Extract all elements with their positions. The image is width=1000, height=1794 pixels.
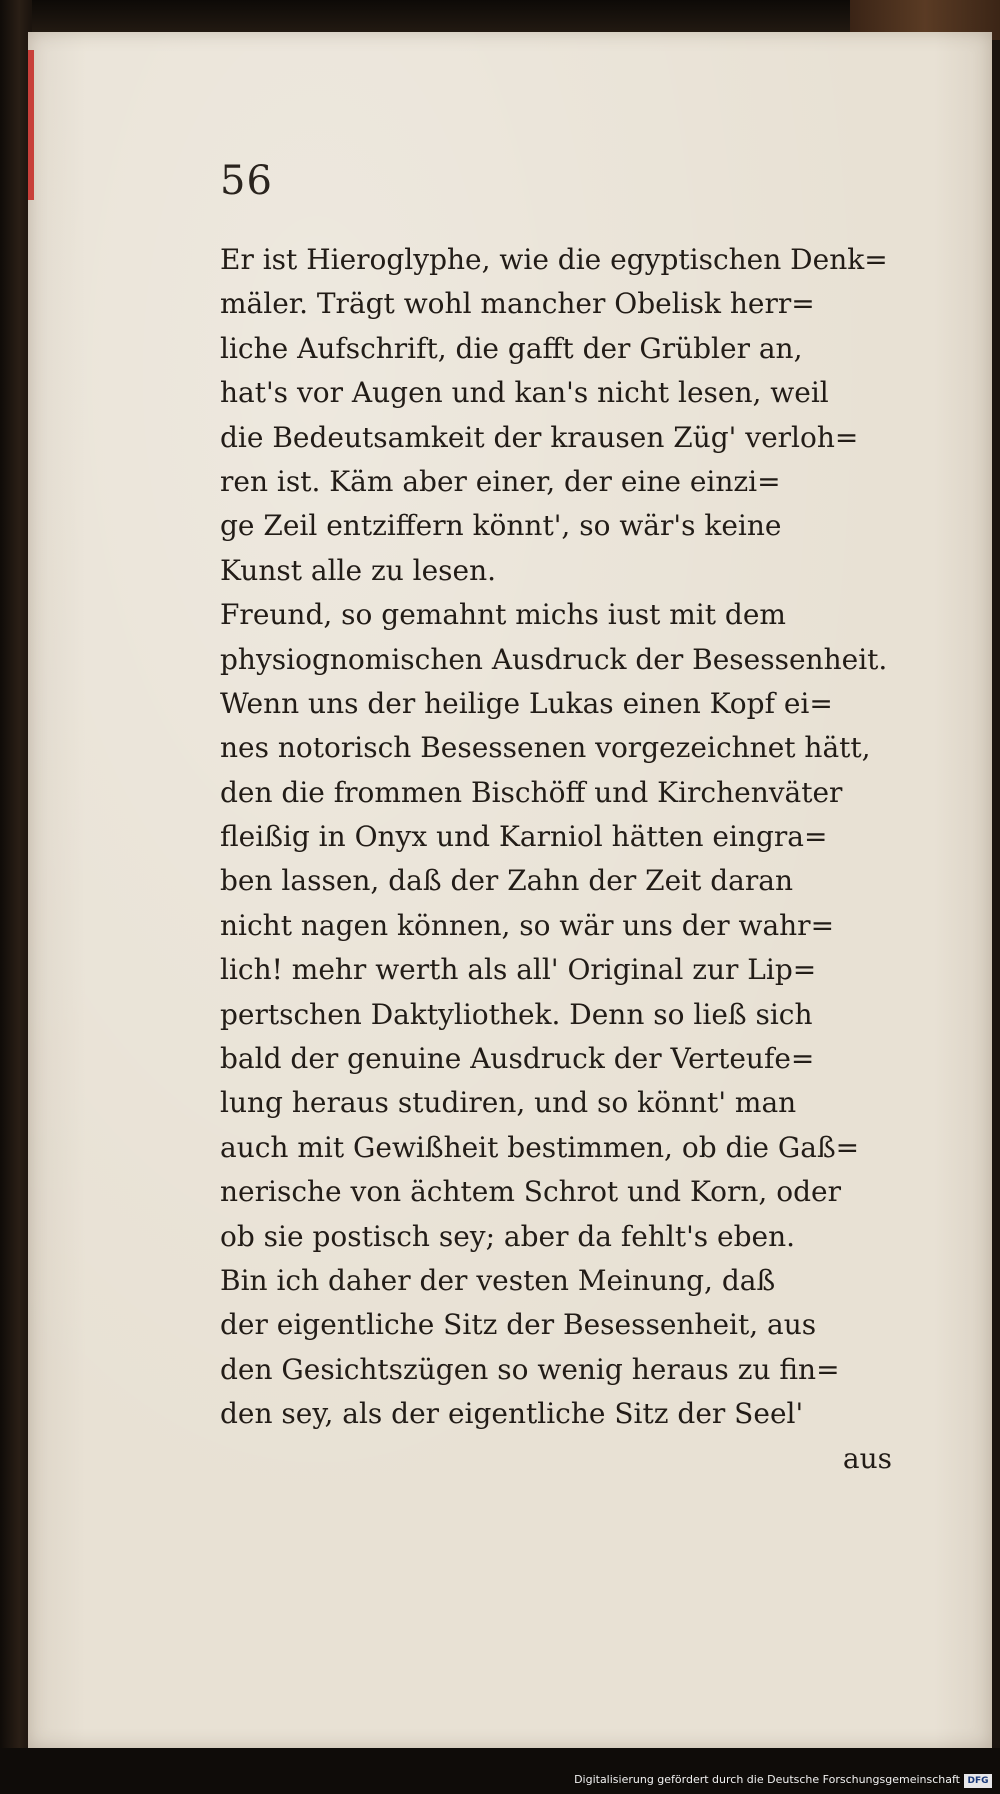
text-line: lung heraus studiren, und so könnt' man bbox=[220, 1086, 797, 1120]
text-line: nicht nagen können, so wär uns der wahr= bbox=[220, 908, 835, 942]
text-line: physiognomischen Ausdruck der Besessenheit. bbox=[220, 642, 888, 676]
text-line: Kunst alle zu lesen. bbox=[220, 553, 497, 587]
catchword: aus bbox=[842, 1441, 892, 1475]
page-number: 56 bbox=[220, 158, 273, 204]
text-line: lich! mehr werth als all' Original zur Lip= bbox=[220, 953, 817, 987]
text-line: nes notorisch Besessenen vorgezeichnet hätt, bbox=[220, 731, 871, 765]
text-line: der eigentliche Sitz der Besessenheit, aus bbox=[220, 1308, 817, 1342]
text-block bbox=[220, 238, 892, 1481]
text-line: den Gesichtszügen so wenig heraus zu fin= bbox=[220, 1352, 840, 1386]
text-line: Er ist Hieroglyphe, wie die egyptischen Denk= bbox=[220, 243, 888, 276]
text-line: ob sie postisch sey; aber da fehlt's eben. bbox=[220, 1219, 796, 1253]
text-line: den sey, als der eigentliche Sitz der Seel' bbox=[220, 1397, 804, 1431]
text-line: Freund, so gemahnt michs iust mit dem bbox=[220, 598, 786, 632]
text-line: ge Zeil entziffern könnt', so wär's keine bbox=[220, 509, 782, 543]
text-line: fleißig in Onyx und Karniol hätten eingra= bbox=[220, 820, 828, 854]
dfg-logo: DFG bbox=[964, 1774, 992, 1788]
red-page-edge bbox=[28, 50, 34, 200]
text-line: hat's vor Augen und kan's nicht lesen, weil bbox=[220, 376, 829, 410]
text-line: die Bedeutsamkeit der krausen Züg' verloh= bbox=[220, 420, 859, 454]
text-line: ben lassen, daß der Zahn der Zeit daran bbox=[220, 864, 793, 898]
text-line: Bin ich daher der vesten Meinung, daß bbox=[220, 1263, 776, 1297]
footer-bar bbox=[0, 1748, 1000, 1794]
text-line: den die frommen Bischöff und Kirchenväter bbox=[220, 775, 843, 809]
text-line: Wenn uns der heilige Lukas einen Kopf ei= bbox=[220, 686, 833, 720]
text-line: ren ist. Käm aber einer, der eine einzi= bbox=[220, 464, 781, 498]
text-line: mäler. Trägt wohl mancher Obelisk herr= bbox=[220, 287, 815, 321]
funding-credit: Digitalisierung gefördert durch die Deutsche Forschungsgemeinschaft bbox=[574, 1773, 960, 1786]
text-line: pertschen Daktyliothek. Denn so ließ sich bbox=[220, 997, 813, 1031]
text-line: nerische von ächtem Schrot und Korn, oder bbox=[220, 1175, 841, 1209]
text-line: auch mit Gewißheit bestimmen, ob die Gaß= bbox=[220, 1130, 860, 1164]
text-line: liche Aufschrift, die gafft der Grübler an, bbox=[220, 331, 803, 365]
text-line: bald der genuine Ausdruck der Verteufe= bbox=[220, 1042, 815, 1076]
